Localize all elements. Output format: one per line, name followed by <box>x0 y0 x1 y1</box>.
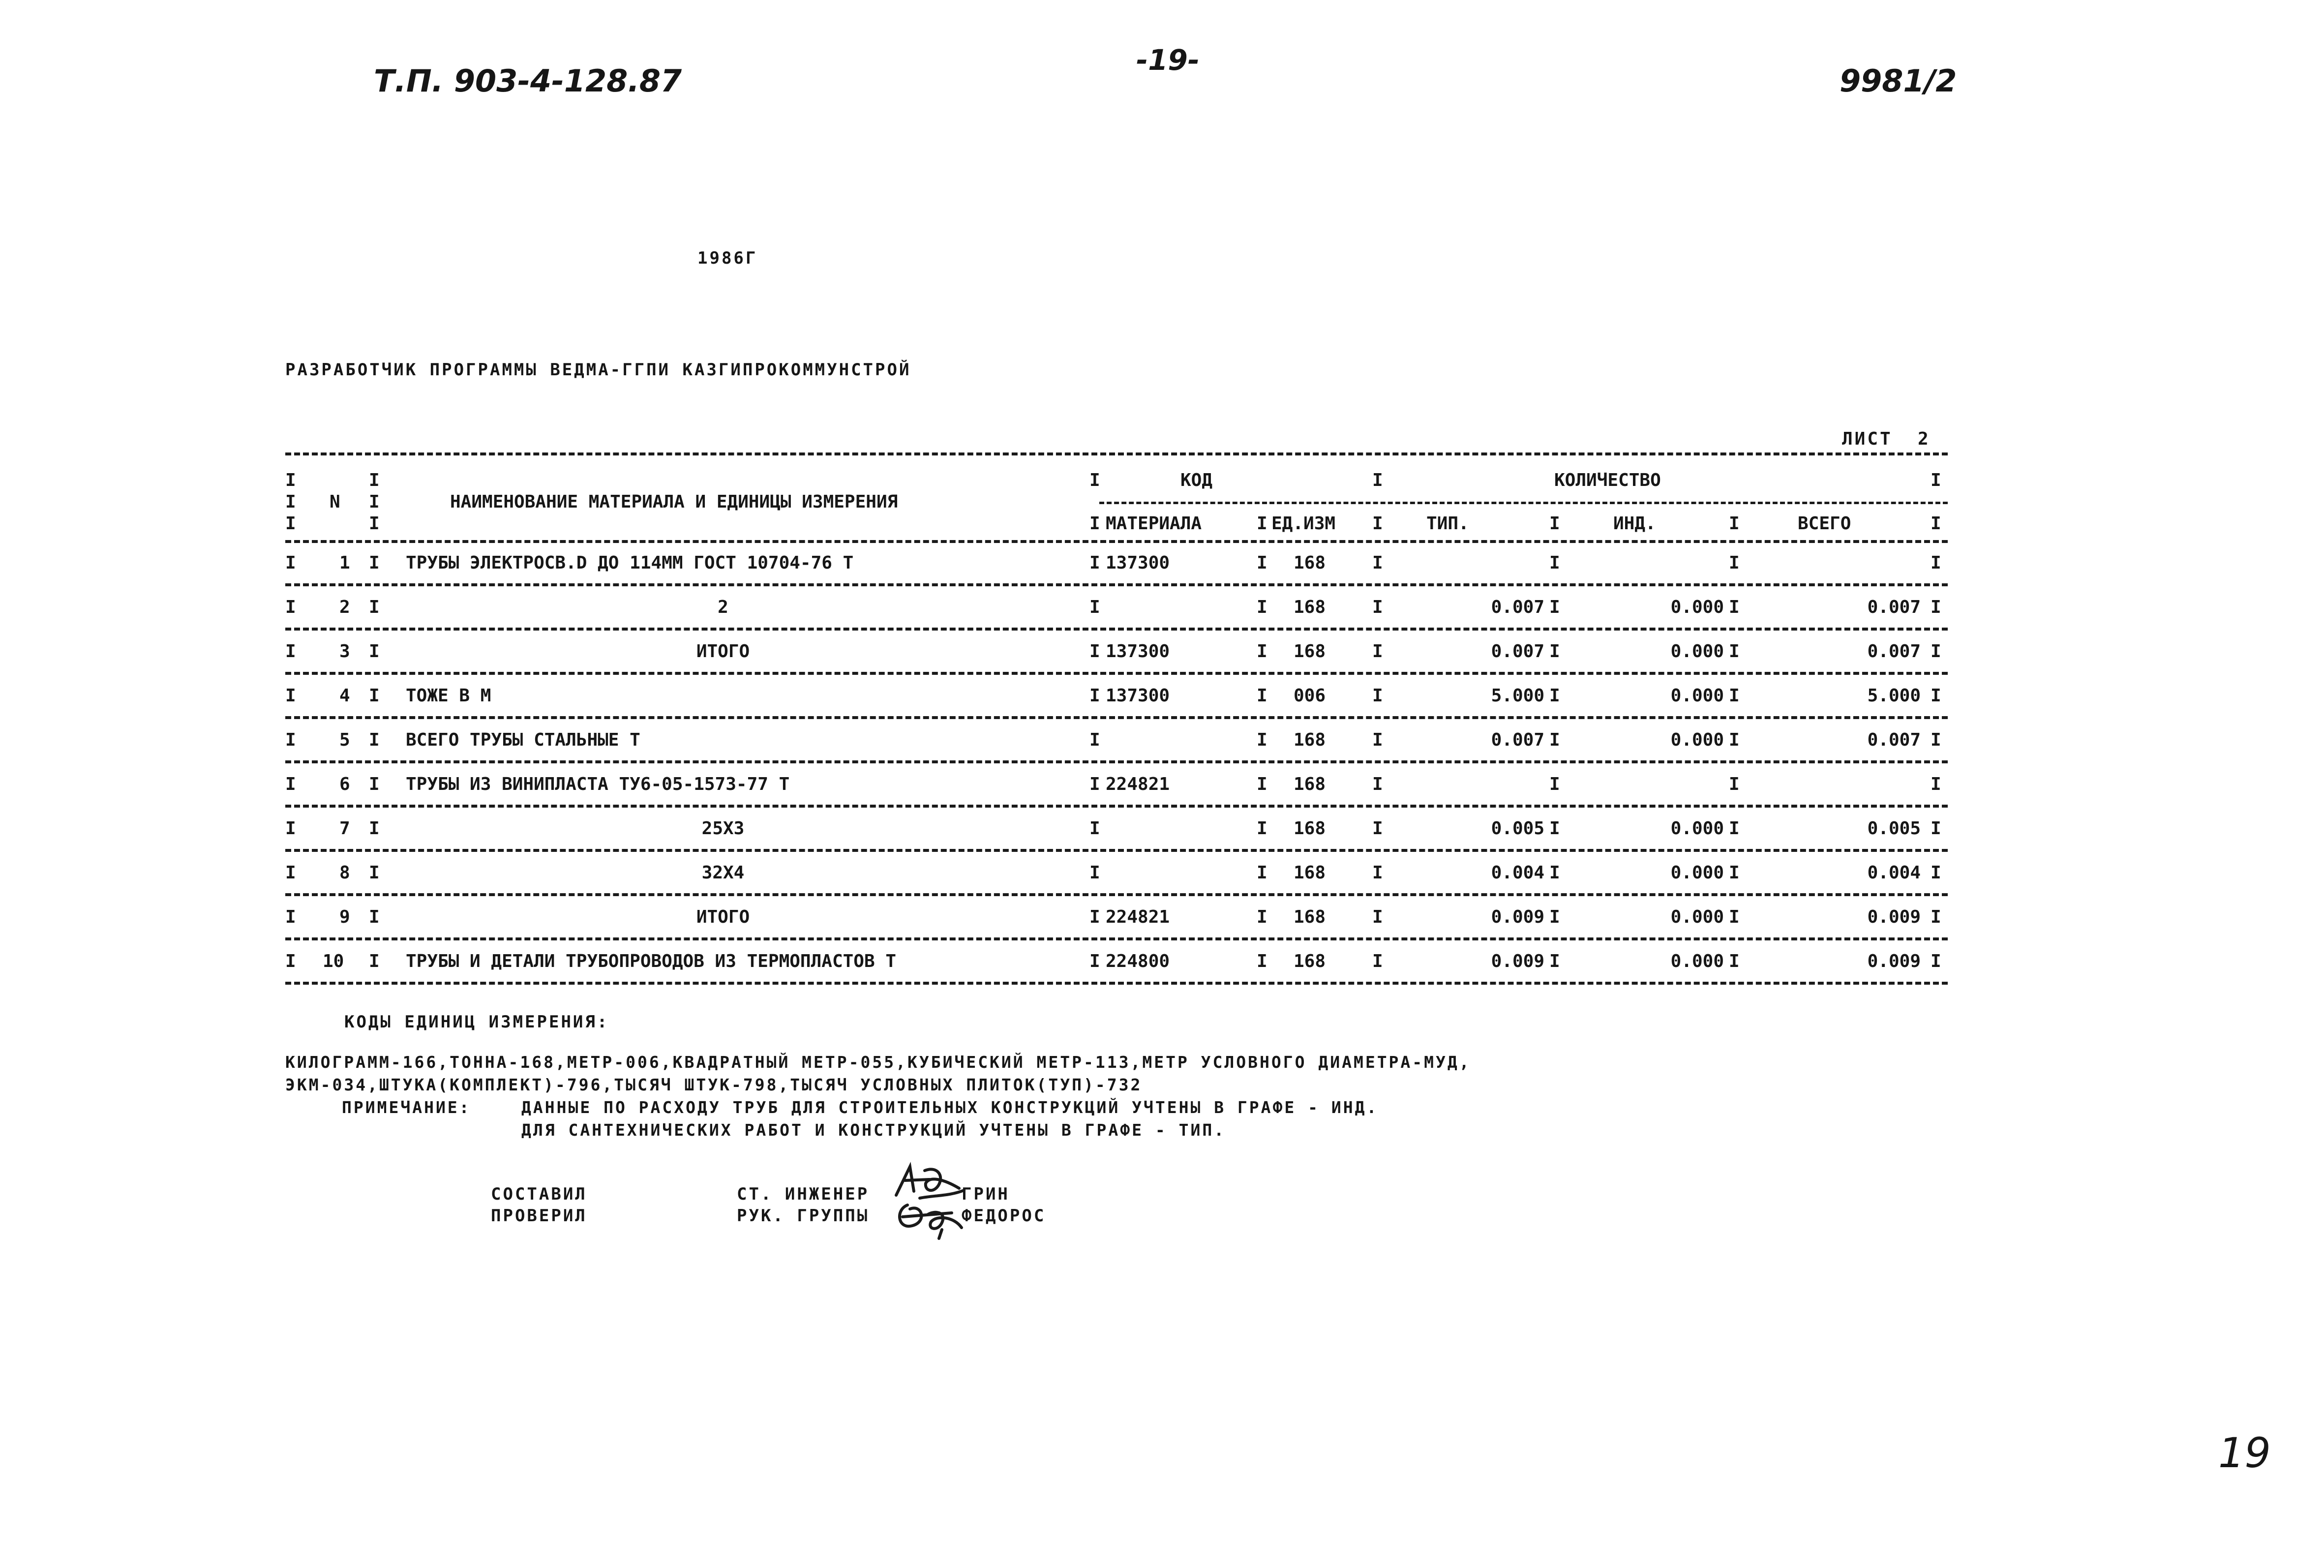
row-total: 0.005 <box>1867 818 1921 839</box>
row-border: I <box>1931 818 1941 839</box>
row-name: 2 <box>718 597 728 617</box>
row-name: ИТОГО <box>696 907 750 927</box>
row-border: I <box>1729 730 1740 750</box>
row-border: I <box>1931 553 1941 573</box>
row-ind: 0.000 <box>1670 951 1724 971</box>
row-typ: 0.005 <box>1491 818 1544 839</box>
row-border: I <box>1549 907 1560 927</box>
row-border: I <box>1372 863 1383 883</box>
row-border: I <box>285 641 296 662</box>
row-border: I <box>369 730 380 750</box>
row-border: I <box>1729 553 1740 573</box>
row-border: I <box>1729 641 1740 662</box>
row-number: 9 <box>339 907 350 927</box>
page-marker: -19- <box>1136 43 1200 77</box>
row-border: I <box>1931 641 1941 662</box>
row-border: I <box>1257 818 1268 839</box>
year-label: 1986Г <box>697 248 758 268</box>
header-border: I <box>369 470 380 490</box>
col-header-material: МАТЕРИАЛА <box>1106 513 1202 534</box>
col-header-total: ВСЕГО <box>1798 513 1851 534</box>
row-name: 32Х4 <box>701 863 745 883</box>
row-border: I <box>1372 641 1383 662</box>
row-ind: 0.000 <box>1670 907 1724 927</box>
row-total: 5.000 <box>1867 686 1921 706</box>
header-border: I <box>1257 513 1268 534</box>
row-number: 2 <box>339 597 350 617</box>
row-rule <box>285 805 1948 808</box>
col-header-name: НАИМЕНОВАНИЕ МАТЕРИАЛА И ЕДИНИЦЫ ИЗМЕРЕНИЯ <box>450 492 898 512</box>
note-line-2: ДЛЯ САНТЕХНИЧЕСКИХ РАБОТ И КОНСТРУКЦИЙ УЧТЕНЫ В ГРАФЕ - ТИП. <box>521 1120 1226 1140</box>
row-number: 4 <box>339 686 350 706</box>
row-border: I <box>1089 641 1100 662</box>
row-total: 0.007 <box>1867 641 1921 662</box>
row-border: I <box>1372 730 1383 750</box>
row-border: I <box>369 641 380 662</box>
row-name: ТОЖЕ В М <box>406 686 491 706</box>
row-rule <box>285 583 1948 586</box>
row-rule <box>285 982 1948 985</box>
row-rule <box>285 672 1948 675</box>
row-typ: 0.004 <box>1491 863 1544 883</box>
row-ind: 0.000 <box>1670 686 1724 706</box>
row-border: I <box>285 818 296 839</box>
row-border: I <box>285 907 296 927</box>
header-border: I <box>1089 513 1100 534</box>
header-border: I <box>1549 513 1560 534</box>
row-border: I <box>1257 641 1268 662</box>
col-header-code: КОД <box>1180 470 1213 490</box>
row-typ: 0.007 <box>1491 730 1544 750</box>
row-typ: 0.009 <box>1491 907 1544 927</box>
row-typ: 0.009 <box>1491 951 1544 971</box>
row-border: I <box>1089 553 1100 573</box>
header-border: I <box>285 492 296 512</box>
document-code: Т.П. 903-4-128.87 <box>374 63 682 99</box>
col-header-unit: ЕД.ИЗМ <box>1271 513 1336 534</box>
header-border: I <box>1372 470 1383 490</box>
row-border: I <box>369 774 380 794</box>
table-rule <box>285 540 1948 543</box>
row-number: 5 <box>339 730 350 750</box>
row-border: I <box>1729 951 1740 971</box>
row-border: I <box>285 553 296 573</box>
row-name: 25Х3 <box>701 818 745 839</box>
row-unit-code: 168 <box>1294 907 1326 927</box>
row-border: I <box>285 730 296 750</box>
row-border: I <box>1257 774 1268 794</box>
row-name: ТРУБЫ ИЗ ВИНИПЛАСТА ТУ6-05-1573-77 Т <box>406 774 790 794</box>
row-border: I <box>1549 686 1560 706</box>
row-border: I <box>1729 686 1740 706</box>
row-unit-code: 168 <box>1294 641 1326 662</box>
checked-role: РУК. ГРУППЫ <box>737 1206 870 1226</box>
row-border: I <box>1257 863 1268 883</box>
row-border: I <box>1549 863 1560 883</box>
row-border: I <box>369 818 380 839</box>
row-border: I <box>1089 907 1100 927</box>
row-material-code: 224800 <box>1106 951 1170 971</box>
row-border: I <box>1549 597 1560 617</box>
row-unit-code: 168 <box>1294 818 1326 839</box>
units-line-2: ЭКМ-034,ШТУКА(КОМПЛЕКТ)-796,ТЫСЯЧ ШТУК-798,ТЫСЯЧ УСЛОВНЫХ ПЛИТОК(ТУП)-732 <box>285 1075 1143 1094</box>
header-border: I <box>369 492 380 512</box>
row-ind: 0.000 <box>1670 730 1724 750</box>
col-header-typ: ТИП. <box>1426 513 1469 534</box>
composed-label: СОСТАВИЛ <box>491 1184 587 1204</box>
row-unit-code: 006 <box>1294 686 1326 706</box>
row-unit-code: 168 <box>1294 553 1326 573</box>
row-border: I <box>1372 907 1383 927</box>
row-number: 7 <box>339 818 350 839</box>
row-border: I <box>1931 730 1941 750</box>
row-border: I <box>285 774 296 794</box>
row-ind: 0.000 <box>1670 818 1724 839</box>
row-ind: 0.000 <box>1670 597 1724 617</box>
row-border: I <box>285 597 296 617</box>
note-label: ПРИМЕЧАНИЕ: <box>342 1098 471 1117</box>
row-ind: 0.000 <box>1670 641 1724 662</box>
sheet-number: ЛИСТ 2 <box>1842 429 1931 449</box>
row-unit-code: 168 <box>1294 730 1326 750</box>
row-rule <box>285 849 1948 852</box>
row-border: I <box>1372 951 1383 971</box>
row-ind: 0.000 <box>1670 863 1724 883</box>
row-rule <box>285 937 1948 940</box>
composed-name: ГРИН <box>962 1184 1010 1204</box>
row-unit-code: 168 <box>1294 863 1326 883</box>
row-border: I <box>1089 951 1100 971</box>
row-border: I <box>1549 730 1560 750</box>
units-line-1: КИЛОГРАММ-166,ТОННА-168,МЕТР-006,КВАДРАТНЫЙ МЕТР-055,КУБИЧЕСКИЙ МЕТР-113,МЕТР УСЛОВНОГО ДИАМЕТРА-МУД, <box>285 1053 1471 1072</box>
row-total: 0.007 <box>1867 597 1921 617</box>
row-border: I <box>1729 863 1740 883</box>
row-unit-code: 168 <box>1294 951 1326 971</box>
row-typ: 0.007 <box>1491 641 1544 662</box>
row-border: I <box>1549 641 1560 662</box>
checked-label: ПРОВЕРИЛ <box>491 1206 587 1226</box>
row-border: I <box>1089 686 1100 706</box>
row-border: I <box>285 686 296 706</box>
composed-role: СТ. ИНЖЕНЕР <box>737 1184 870 1204</box>
row-border: I <box>1257 907 1268 927</box>
row-typ: 0.007 <box>1491 597 1544 617</box>
col-header-n: N <box>330 492 340 512</box>
row-border: I <box>1931 863 1941 883</box>
row-border: I <box>1931 686 1941 706</box>
row-border: I <box>369 597 380 617</box>
row-border: I <box>1257 553 1268 573</box>
col-header-ind: ИНД. <box>1613 513 1656 534</box>
table-rule <box>285 452 1948 455</box>
row-border: I <box>1089 863 1100 883</box>
row-border: I <box>1089 597 1100 617</box>
row-border: I <box>369 863 380 883</box>
row-border: I <box>1089 774 1100 794</box>
row-border: I <box>1931 907 1941 927</box>
header-subrule <box>1099 502 1948 504</box>
row-material-code: 137300 <box>1106 553 1170 573</box>
header-border: I <box>1729 513 1740 534</box>
row-material-code: 137300 <box>1106 641 1170 662</box>
row-border: I <box>369 553 380 573</box>
row-material-code: 224821 <box>1106 907 1170 927</box>
row-border: I <box>1257 597 1268 617</box>
row-typ: 5.000 <box>1491 686 1544 706</box>
row-border: I <box>1549 951 1560 971</box>
row-border: I <box>1372 553 1383 573</box>
row-border: I <box>1931 597 1941 617</box>
header-border: I <box>285 470 296 490</box>
row-number: 1 <box>339 553 350 573</box>
row-total: 0.009 <box>1867 907 1921 927</box>
header-border: I <box>285 513 296 534</box>
row-border: I <box>1257 686 1268 706</box>
row-border: I <box>1549 818 1560 839</box>
header-border: I <box>1089 470 1100 490</box>
row-border: I <box>1729 597 1740 617</box>
row-border: I <box>1089 730 1100 750</box>
row-number: 3 <box>339 641 350 662</box>
row-material-code: 137300 <box>1106 686 1170 706</box>
header-border: I <box>1372 513 1383 534</box>
row-total: 0.007 <box>1867 730 1921 750</box>
row-material-code: 224821 <box>1106 774 1170 794</box>
row-border: I <box>1549 774 1560 794</box>
row-name: ИТОГО <box>696 641 750 662</box>
archive-number: 9981/2 <box>1840 63 1957 99</box>
row-border: I <box>1257 951 1268 971</box>
row-name: ВСЕГО ТРУБЫ СТАЛЬНЫЕ Т <box>406 730 640 750</box>
row-border: I <box>1257 730 1268 750</box>
header-border: I <box>1931 513 1941 534</box>
row-border: I <box>1372 686 1383 706</box>
checked-name: ФЕДОРОС <box>962 1206 1046 1226</box>
row-border: I <box>1729 774 1740 794</box>
col-header-quantity: КОЛИЧЕСТВО <box>1554 470 1661 490</box>
row-border: I <box>1372 774 1383 794</box>
row-total: 0.009 <box>1867 951 1921 971</box>
header-border: I <box>369 513 380 534</box>
header-border: I <box>1931 470 1941 490</box>
row-border: I <box>1549 553 1560 573</box>
row-border: I <box>369 686 380 706</box>
row-name: ТРУБЫ И ДЕТАЛИ ТРУБОПРОВОДОВ ИЗ ТЕРМОПЛАСТОВ Т <box>406 951 896 971</box>
row-border: I <box>1931 774 1941 794</box>
row-border: I <box>1089 818 1100 839</box>
row-border: I <box>285 951 296 971</box>
row-border: I <box>1729 818 1740 839</box>
row-border: I <box>1931 951 1941 971</box>
row-number: 10 <box>323 951 344 971</box>
row-border: I <box>285 863 296 883</box>
row-unit-code: 168 <box>1294 597 1326 617</box>
row-rule <box>285 760 1948 763</box>
row-rule <box>285 628 1948 631</box>
signature-mark-2 <box>893 1195 966 1242</box>
row-border: I <box>369 907 380 927</box>
units-title: КОДЫ ЕДИНИЦ ИЗМЕРЕНИЯ: <box>344 1012 609 1032</box>
row-unit-code: 168 <box>1294 774 1326 794</box>
row-total: 0.004 <box>1867 863 1921 883</box>
row-border: I <box>369 951 380 971</box>
row-border: I <box>1729 907 1740 927</box>
row-number: 6 <box>339 774 350 794</box>
row-rule <box>285 716 1948 719</box>
corner-page-number: 19 <box>2218 1429 2271 1477</box>
row-border: I <box>1372 818 1383 839</box>
note-line-1: ДАННЫЕ ПО РАСХОДУ ТРУБ ДЛЯ СТРОИТЕЛЬНЫХ КОНСТРУКЦИЙ УЧТЕНЫ В ГРАФЕ - ИНД. <box>521 1098 1379 1117</box>
row-name: ТРУБЫ ЭЛЕКТРОСВ.D ДО 114ММ ГОСТ 10704-76 Т <box>406 553 854 573</box>
row-number: 8 <box>339 863 350 883</box>
developer-line: РАЗРАБОТЧИК ПРОГРАММЫ ВЕДМА-ГГПИ КАЗГИПРОКОММУНСТРОЙ <box>285 360 911 380</box>
row-rule <box>285 893 1948 896</box>
row-border: I <box>1372 597 1383 617</box>
